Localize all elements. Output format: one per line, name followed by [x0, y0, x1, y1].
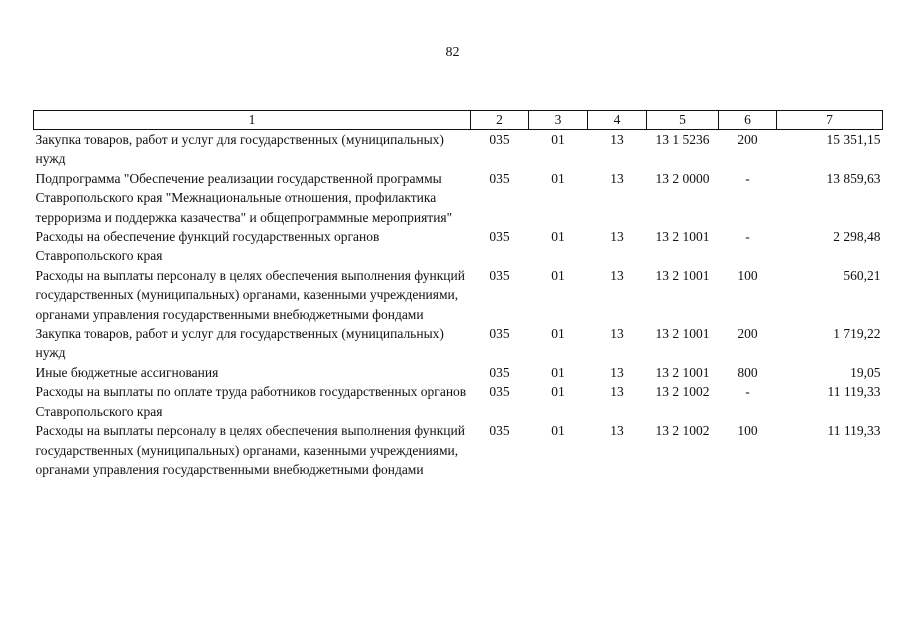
- row-col-2: 035: [489, 364, 510, 380]
- row-col-5: 13 2 1002: [655, 423, 710, 439]
- row-description: Закупка товаров, работ и услуг для государственных (муниципальных) нужд: [35, 326, 444, 361]
- row-col-3: 01: [551, 326, 565, 342]
- table-row: [34, 266, 883, 324]
- row-col-2: 035: [489, 170, 510, 186]
- row-col-3: 01: [551, 384, 565, 400]
- row-col-5: 13 2 1001: [655, 267, 710, 283]
- row-description: Расходы на обеспечение функций государственных органов Ставропольского края: [35, 229, 380, 264]
- row-col-4: 13: [610, 364, 624, 380]
- row-col-5: 13 2 1001: [655, 326, 710, 342]
- row-amount: 11 119,33: [827, 384, 881, 400]
- column-header-3: 3: [529, 111, 588, 130]
- row-col-2: 035: [489, 423, 510, 439]
- row-amount: 560,21: [843, 267, 881, 283]
- row-col-4: 13: [610, 384, 624, 400]
- row-col-6: 800: [737, 364, 758, 380]
- row-amount: 19,05: [850, 364, 881, 380]
- row-col-4: 13: [610, 326, 624, 342]
- row-col-5: 13 2 0000: [655, 170, 710, 186]
- column-header-4: 4: [588, 111, 647, 130]
- row-col-6: -: [745, 170, 750, 186]
- table-row: [34, 169, 883, 227]
- table-row: [34, 421, 883, 479]
- row-col-3: 01: [551, 170, 565, 186]
- row-col-3: 01: [551, 229, 565, 245]
- row-col-4: 13: [610, 267, 624, 283]
- row-description: Иные бюджетные ассигнования: [35, 364, 219, 380]
- row-description: Закупка товаров, работ и услуг для государственных (муниципальных) нужд: [35, 132, 444, 167]
- row-amount: 13 859,63: [826, 170, 881, 186]
- row-col-3: 01: [551, 132, 565, 147]
- row-col-6: 100: [737, 267, 758, 283]
- row-col-6: 200: [737, 132, 758, 147]
- table-row: [34, 130, 883, 169]
- table-row: [34, 227, 883, 266]
- row-col-4: 13: [610, 229, 624, 245]
- row-description: Расходы на выплаты по оплате труда работников государственных органов Ставропольского края: [35, 384, 467, 419]
- row-col-6: 100: [737, 423, 758, 439]
- row-amount: 15 351,15: [826, 132, 881, 147]
- row-col-5: 13 2 1001: [655, 364, 710, 380]
- row-description: Расходы на выплаты персоналу в целях обеспечения выполнения функций государственных (муниципальных) органами, казенными учреждениями, органами управления государственными внебюджетными фондами: [35, 423, 465, 477]
- row-col-5: 13 1 5236: [655, 132, 710, 147]
- row-amount: 1 719,22: [833, 326, 881, 342]
- column-header-2: 2: [471, 111, 529, 130]
- row-description: Расходы на выплаты персоналу в целях обеспечения выполнения функций государственных (муниципальных) органами, казенными учреждениями, органами управления государственными внебюджетными фондами: [35, 267, 465, 322]
- row-amount: 11 119,33: [827, 423, 881, 439]
- table-row: [34, 324, 883, 363]
- column-header-7: 7: [777, 111, 883, 130]
- row-col-6: -: [745, 229, 750, 245]
- row-col-5: 13 2 1001: [655, 229, 710, 245]
- page-number: 82: [445, 45, 460, 60]
- row-description: Подпрограмма "Обеспечение реализации государственной программы Ставропольского края "Межнациональные отношения, профилактика терроризма и поддержка казачества" и общепрограммные мероприятия": [35, 170, 453, 225]
- budget-table: [33, 110, 883, 479]
- column-header-row: [34, 111, 883, 130]
- row-col-6: -: [745, 384, 750, 400]
- row-col-4: 13: [610, 423, 624, 439]
- row-col-2: 035: [489, 267, 510, 283]
- row-col-4: 13: [610, 132, 624, 147]
- row-col-3: 01: [551, 364, 565, 380]
- row-col-3: 01: [551, 267, 565, 283]
- row-col-5: 13 2 1002: [655, 384, 710, 400]
- table-row: [34, 363, 883, 382]
- row-col-2: 035: [489, 229, 510, 245]
- row-col-6: 200: [737, 326, 758, 342]
- column-header-6: 6: [719, 111, 777, 130]
- row-col-2: 035: [489, 384, 510, 400]
- row-col-4: 13: [610, 170, 624, 186]
- row-col-2: 035: [489, 132, 510, 147]
- column-header-1: 1: [34, 111, 471, 130]
- row-col-3: 01: [551, 423, 565, 439]
- table-row: [34, 382, 883, 421]
- row-col-2: 035: [489, 326, 510, 342]
- row-amount: 2 298,48: [833, 229, 881, 245]
- column-header-5: 5: [647, 111, 719, 130]
